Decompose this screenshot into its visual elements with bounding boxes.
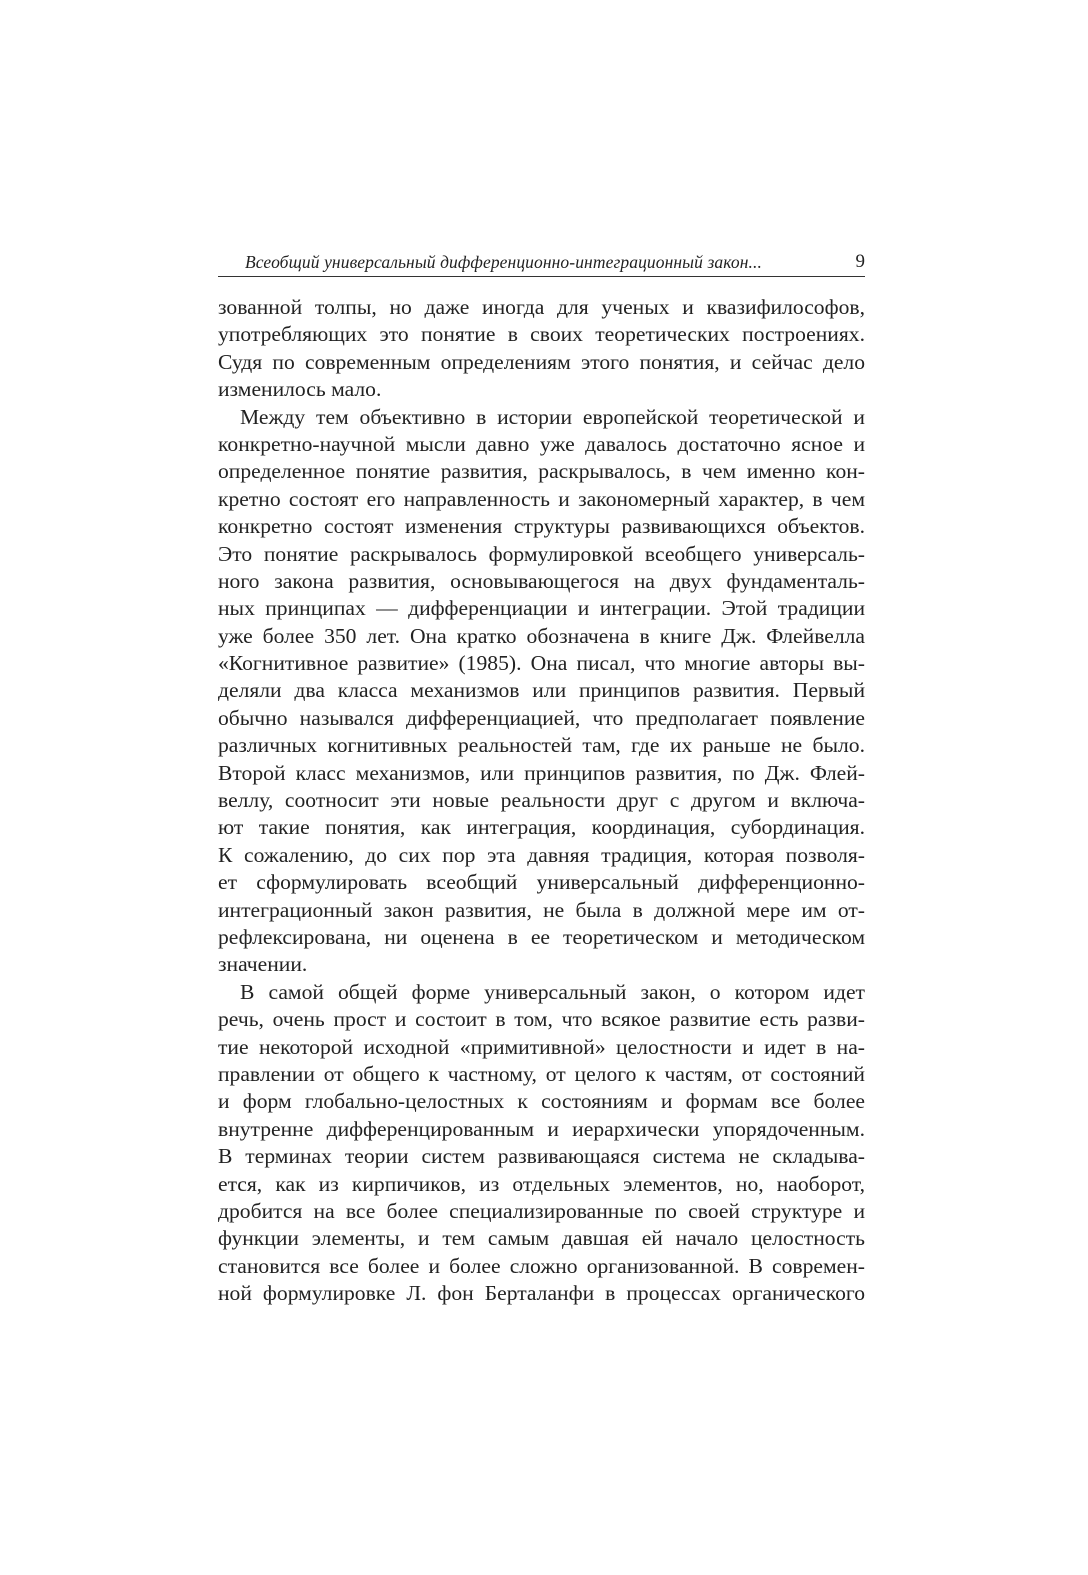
text-line: обычно назывался дифференциацией, что предполагает появление	[218, 705, 865, 730]
text-line: деляли два класса механизмов или принципов развития. Первый	[218, 678, 865, 703]
text-line: уже более 350 лет. Она кратко обозначена в книге Дж. Флейвелла	[218, 623, 865, 648]
text-line: становится все более и более сложно организованной. В современ-	[218, 1253, 865, 1278]
text-line: определенное понятие развития, раскрывалось, в чем именно кон-	[218, 459, 865, 484]
text-line: ет сформулировать всеобщий универсальный дифференционно-	[218, 870, 865, 895]
text-line: ют такие понятия, как интеграция, координация, субординация.	[218, 815, 865, 840]
text-line: рефлексирована, ни оценена в ее теоретическом и методическом	[218, 924, 865, 949]
text-line: конкретно состоят изменения структуры развивающихся объектов.	[218, 514, 865, 539]
text-line: Судя по современным определениям этого понятия, и сейчас дело	[218, 349, 865, 374]
text-line: различных когнитивных реальностей там, где их раньше не было.	[218, 733, 865, 758]
text-line: К сожалению, до сих пор эта давняя традиция, которая позволя-	[218, 842, 865, 867]
text-line: употребляющих это понятие в своих теоретических построениях.	[218, 322, 865, 347]
text-line: и форм глобально-целостных к состояниям и формам все более	[218, 1089, 865, 1114]
page-number: 9	[855, 251, 865, 272]
text-line: ной формулировке Л. фон Берталанфи в процессах органического	[218, 1281, 865, 1306]
text-line: тие некоторой исходной «примитивной» целостности и идет в на-	[218, 1034, 865, 1059]
text-line: ных принципах — дифференциации и интеграции. Этой традиции	[218, 596, 865, 621]
text-line: В терминах теории систем развивающаяся система не складыва-	[218, 1144, 865, 1169]
text-line: зованной толпы, но даже иногда для ученых и квазифилософов,	[218, 295, 865, 319]
running-head	[218, 250, 865, 277]
text-line: правлении от общего к частному, от целого к частям, от состояний	[218, 1061, 865, 1086]
text-line: конкретно-научной мысли давно уже давалось достаточно ясное и	[218, 431, 865, 456]
text-line: речь, очень прост и состоит в том, что всякое развитие есть разви-	[218, 1007, 865, 1032]
text-line: функции элементы, и тем самым давшая ей начало целостность	[218, 1226, 865, 1251]
text-line: Второй класс механизмов, или принципов развития, по Дж. Флей-	[218, 760, 865, 785]
paragraph-first-line: В самой общей форме универсальный закон, о котором идет	[240, 979, 865, 1004]
text-line: кретно состоят его направленность и закономерный характер, в чем	[218, 486, 865, 511]
body-text	[218, 294, 865, 1307]
text-line: веллу, соотносит эти новые реальности друг с другом и включа-	[218, 788, 865, 813]
text-line: внутренне дифференцированным и иерархически упорядоченным.	[218, 1116, 865, 1141]
text-line: Это понятие раскрывалось формулировкой всеобщего универсаль-	[218, 541, 865, 566]
text-line: ется, как из кирпичиков, из отдельных элементов, но, наоборот,	[218, 1171, 865, 1196]
text-line: ного закона развития, основывающегося на двух фундаменталь-	[218, 568, 865, 593]
text-line: изменилось мало.	[218, 377, 382, 402]
text-line: интеграционный закон развития, не была в должной мере им от-	[218, 897, 865, 922]
text-line: дробится на все более специализированные по своей структуре и	[218, 1198, 865, 1223]
running-head-title: Всеобщий универсальный дифференционно-интеграционный закон...	[245, 252, 762, 272]
paragraph-first-line: Между тем объективно в истории европейской теоретической и	[240, 404, 865, 429]
text-line: «Когнитивное развитие» (1985). Она писал, что многие авторы вы-	[218, 651, 865, 676]
text-line: значении.	[218, 952, 308, 977]
